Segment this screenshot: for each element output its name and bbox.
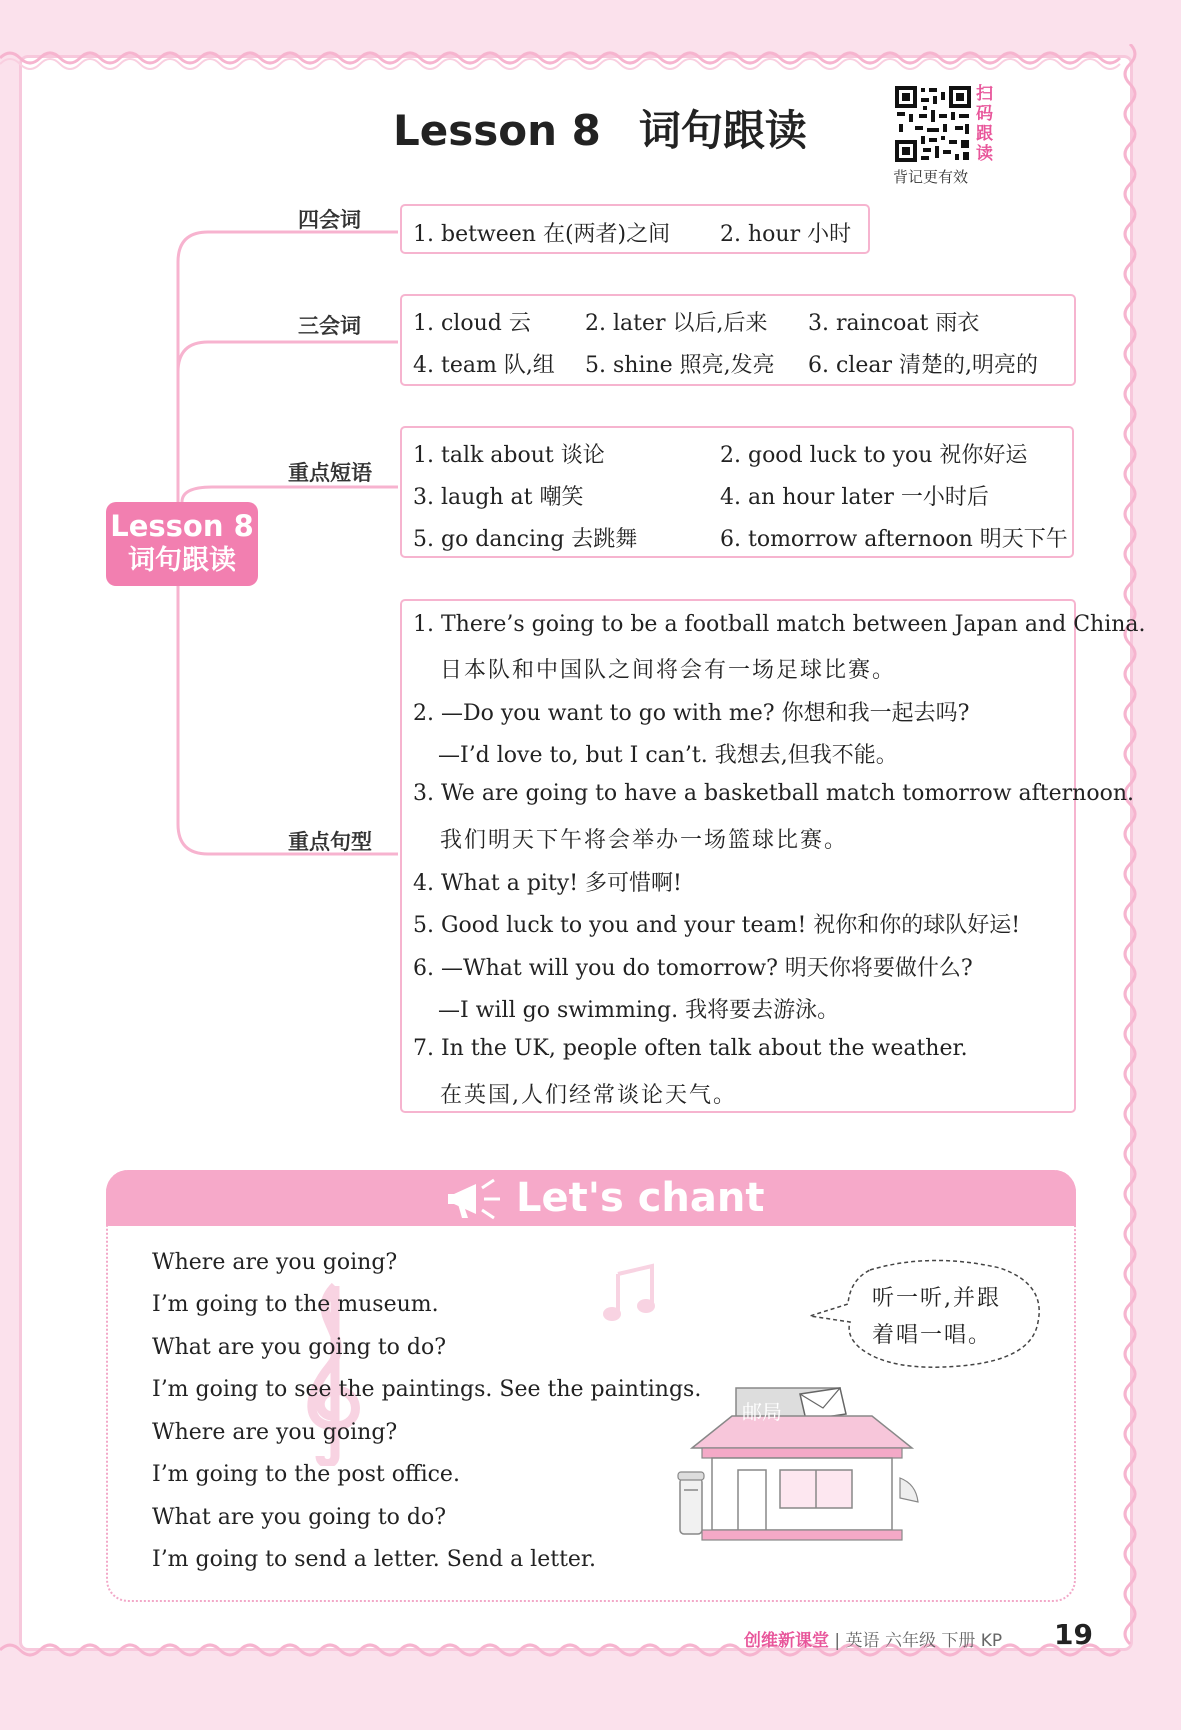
phrase-item: 2. good luck to you 祝你好运 <box>720 443 1028 468</box>
footer-brand: 创维新课堂 <box>744 1631 829 1651</box>
title-chinese: 词句跟读 <box>638 106 807 155</box>
qr-code-icon[interactable] <box>893 84 973 164</box>
page-title <box>393 98 807 158</box>
badge-line-2: 词句跟读 <box>128 545 236 576</box>
bottom-wave-border <box>0 1640 1181 1666</box>
phrase-item: 5. go dancing 去跳舞 <box>413 527 638 552</box>
sentence-translation: 日本队和中国队之间将会有一场足球比赛。 <box>440 658 897 683</box>
megaphone-icon <box>446 1176 506 1222</box>
phrase-item: 1. talk about 谈论 <box>413 443 605 468</box>
sentence-translation: 我们明天下午将会举办一场篮球比赛。 <box>440 828 849 853</box>
top-wave-border <box>0 44 1181 70</box>
word-item: 2. hour 小时 <box>720 222 852 247</box>
phrase-item: 4. an hour later 一小时后 <box>720 485 989 510</box>
page-number: 19 <box>1054 1618 1093 1651</box>
word-item: 3. raincoat 雨衣 <box>808 311 980 336</box>
chant-line: I’m going to the museum. <box>152 1292 439 1317</box>
sentence-line: —I will go swimming. 我将要去游泳。 <box>438 998 840 1023</box>
title-english: Lesson 8 <box>393 106 601 155</box>
qr-side-label <box>976 84 996 164</box>
sentence-line: 5. Good luck to you and your team! 祝你和你的球队好运! <box>413 913 1021 938</box>
bubble-text <box>872 1280 1001 1354</box>
four-skill-words-label: 四会词 <box>298 208 361 232</box>
post-office-illustration <box>672 1386 932 1550</box>
sentence-line: 1. There’s going to be a football match between Japan and China. <box>413 612 1146 637</box>
sentence-line: 4. What a pity! 多可惜啊! <box>413 871 682 896</box>
sentence-line: 2. —Do you want to go with me? 你想和我一起去吗? <box>413 701 970 726</box>
sentence-line: —I’d love to, but I can’t. 我想去,但我不能。 <box>438 743 898 768</box>
word-item: 2. later 以后,后来 <box>585 311 768 336</box>
sentence-line: 3. We are going to have a basketball match tomorrow afternoon. <box>413 781 1134 806</box>
word-item: 1. between 在(两者)之间 <box>413 222 671 247</box>
key-sentences-label: 重点句型 <box>288 830 372 854</box>
chant-line: What are you going to do? <box>152 1335 447 1360</box>
bubble-line: 听一听,并跟 <box>872 1286 1001 1311</box>
word-item: 1. cloud 云 <box>413 311 531 336</box>
right-wave-border <box>1118 44 1144 1664</box>
footer-info <box>744 1626 1002 1651</box>
chant-title: Let's chant <box>516 1175 765 1221</box>
key-phrases-label: 重点短语 <box>288 461 372 485</box>
phrase-item: 3. laugh at 嘲笑 <box>413 485 584 510</box>
word-item: 6. clear 清楚的,明亮的 <box>808 353 1038 378</box>
sentence-translation: 在英国,人们经常谈论天气。 <box>440 1083 737 1108</box>
qr-side-char: 读 <box>976 144 993 164</box>
word-item: 4. team 队,组 <box>413 353 555 378</box>
qr-caption: 背记更有效 <box>893 168 969 186</box>
music-note-icon <box>600 1262 660 1326</box>
phrase-item: 6. tomorrow afternoon 明天下午 <box>720 527 1068 552</box>
post-office-sign: 邮局 <box>742 1400 782 1424</box>
chant-line: Where are you going? <box>152 1250 398 1275</box>
chant-line: I’m going to send a letter. Send a letter. <box>152 1547 597 1572</box>
chant-line: What are you going to do? <box>152 1505 447 1530</box>
bubble-line: 着唱一唱。 <box>872 1323 993 1348</box>
footer-details: | 英语 六年级 下册 KP <box>834 1631 1003 1651</box>
qr-side-char: 码 <box>976 104 993 124</box>
chant-line: I’m going to see the paintings. See the paintings. <box>152 1377 702 1402</box>
word-item: 5. shine 照亮,发亮 <box>585 353 775 378</box>
sentence-line: 6. —What will you do tomorrow? 明天你将要做什么? <box>413 956 973 981</box>
sentence-line: 7. In the UK, people often talk about the weather. <box>413 1036 968 1061</box>
qr-side-char: 跟 <box>976 124 993 144</box>
three-skill-words-label: 三会词 <box>298 314 361 338</box>
chant-line: Where are you going? <box>152 1420 398 1445</box>
chant-line: I’m going to the post office. <box>152 1462 460 1487</box>
lesson-badge <box>106 502 258 586</box>
badge-line-1: Lesson 8 <box>110 509 254 543</box>
qr-side-char: 扫 <box>976 84 993 104</box>
